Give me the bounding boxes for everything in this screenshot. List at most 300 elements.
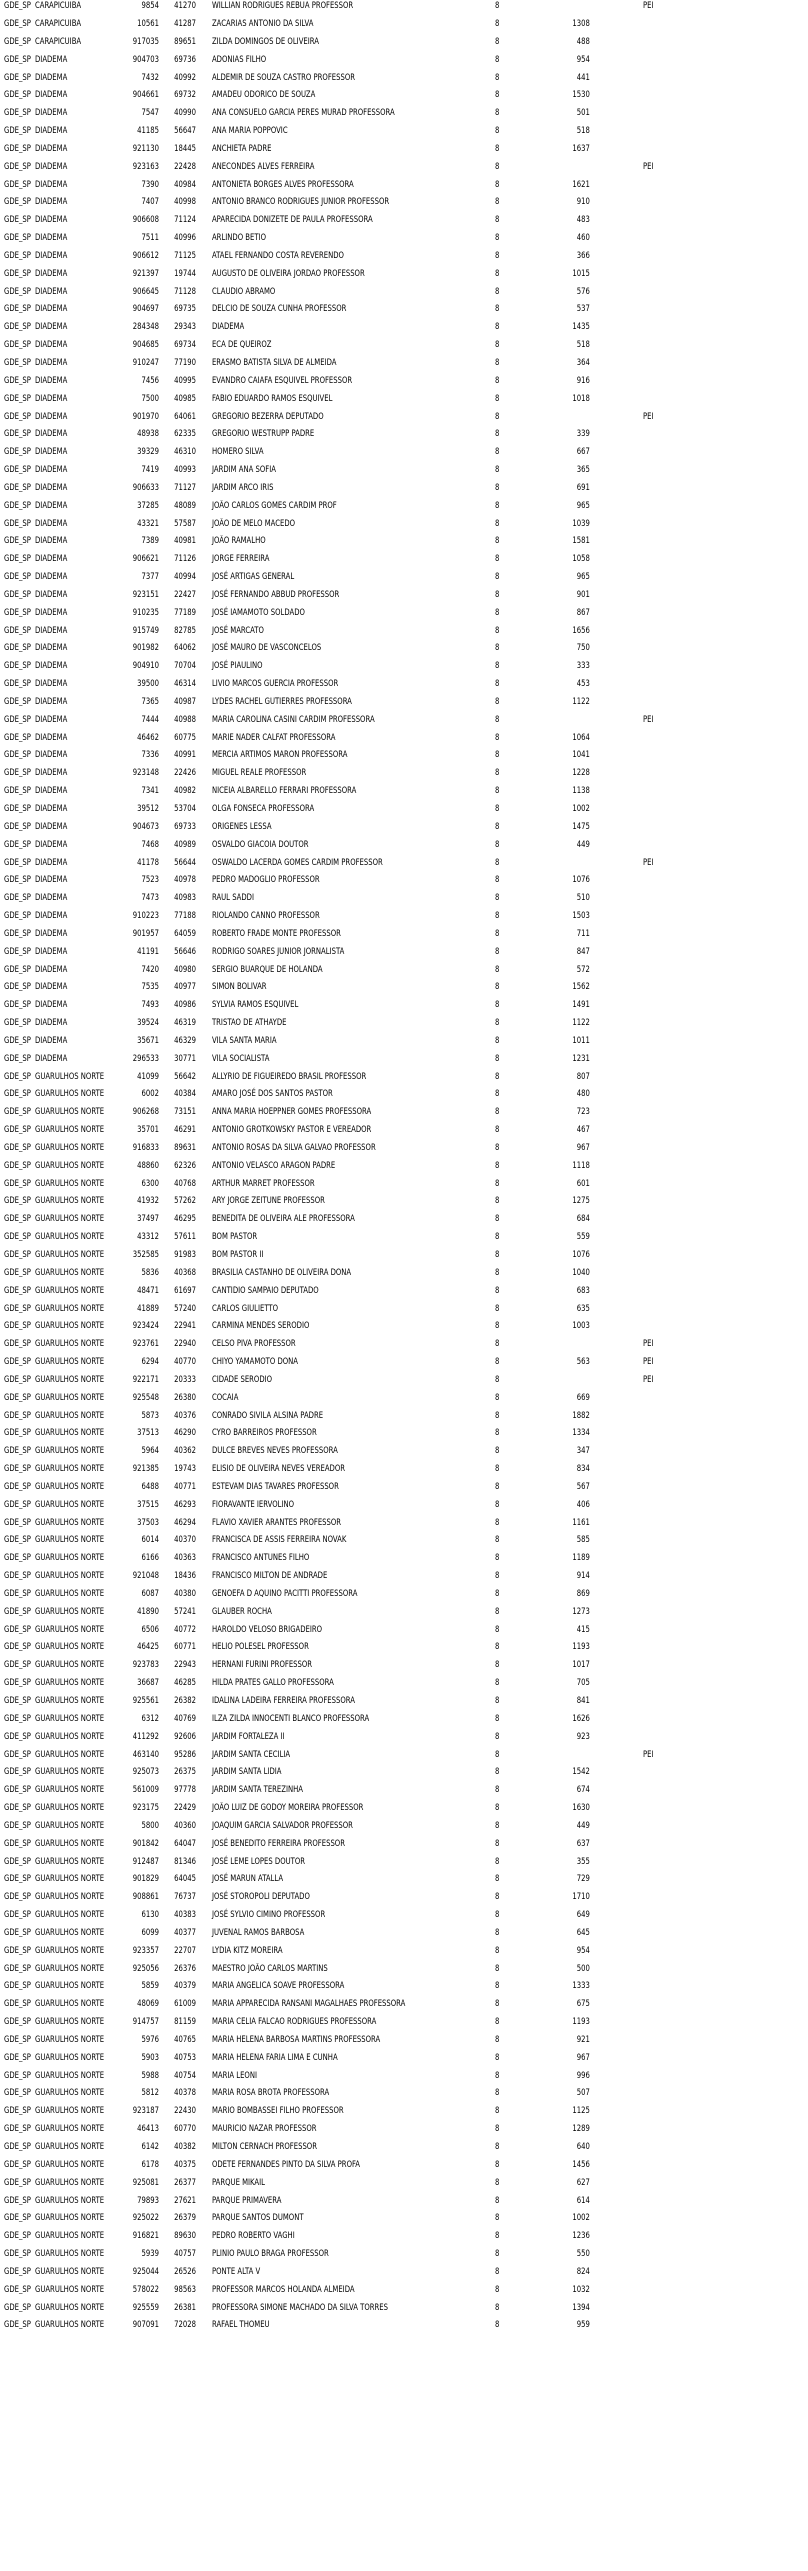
table-row (0, 910, 663, 921)
grade-cell: 8 (495, 1641, 500, 1652)
count-cell: 1018 (572, 392, 590, 403)
count-cell: 1011 (572, 1034, 590, 1045)
school-name-cell: RIOLANDO CANNO PROFESSOR (211, 910, 320, 921)
cie-code-cell: 62335 (174, 428, 197, 439)
grade-cell: 8 (495, 71, 500, 82)
school-code-cell: 921385 (132, 1463, 159, 1474)
cie-code-cell: 40757 (174, 2248, 197, 2259)
school-code-cell: 906633 (132, 481, 159, 492)
school-name-cell: MARIO BOMBASSEI FILHO PROFESSOR (211, 2105, 344, 2116)
cie-code-cell: 40996 (174, 232, 197, 243)
count-cell: 518 (576, 339, 590, 350)
school-name-cell: ARLINDO BETIO (211, 232, 266, 243)
region-cell: GDE_SP (4, 838, 31, 849)
school-code-cell: 296533 (132, 1052, 159, 1063)
count-cell: 460 (576, 232, 590, 243)
school-name-cell: ROBERTO FRADE MONTE PROFESSOR (211, 927, 341, 938)
region-cell: GDE_SP (4, 1213, 31, 1224)
school-code-cell: 925548 (132, 1391, 159, 1402)
school-name-cell: CIDADE SERODIO (211, 1373, 273, 1384)
count-cell: 563 (576, 1356, 590, 1367)
count-cell: 684 (576, 1213, 590, 1224)
program-cell: PEI (642, 1338, 654, 1349)
cie-code-cell: 26375 (174, 1766, 197, 1777)
cie-code-cell: 69734 (174, 339, 197, 350)
directorate-cell: DIADEMA (35, 303, 68, 314)
school-code-cell: 7420 (141, 963, 159, 974)
school-name-cell: HELIO POLESEL PROFESSOR (211, 1641, 309, 1652)
school-name-cell: ALLYRIO DE FIGUEIREDO BRASIL PROFESSOR (211, 1070, 367, 1081)
count-cell: 807 (576, 1070, 590, 1081)
count-cell: 1015 (572, 267, 590, 278)
school-name-cell: MARIE NADER CALFAT PROFESSORA (211, 731, 336, 742)
count-cell: 669 (576, 1391, 590, 1402)
table-row (0, 2159, 663, 2170)
cie-code-cell: 40768 (174, 1177, 197, 1188)
school-code-cell: 46425 (137, 1641, 159, 1652)
school-name-cell: MERCIA ARTIMOS MARON PROFESSORA (211, 749, 348, 760)
grade-cell: 8 (495, 1213, 500, 1224)
school-name-cell: ATAEL FERNANDO COSTA REVERENDO (211, 249, 344, 260)
table-row (0, 2052, 663, 2063)
region-cell: GDE_SP (4, 981, 31, 992)
table-row (0, 2141, 663, 2152)
cie-code-cell: 89630 (174, 2230, 197, 2241)
grade-cell: 8 (495, 2248, 500, 2259)
grade-cell: 8 (495, 2016, 500, 2027)
region-cell: GDE_SP (4, 553, 31, 564)
cie-code-cell: 69735 (174, 303, 197, 314)
directorate-cell: GUARULHOS NORTE (35, 1373, 105, 1384)
region-cell: GDE_SP (4, 446, 31, 457)
grade-cell: 8 (495, 517, 500, 528)
count-cell: 954 (576, 53, 590, 64)
table-row (0, 2177, 663, 2188)
grade-cell: 8 (495, 2158, 500, 2169)
region-cell: GDE_SP (4, 71, 31, 82)
school-code-cell: 7341 (141, 785, 159, 796)
school-name-cell: EVANDRO CAIAFA ESQUIVEL PROFESSOR (211, 374, 353, 385)
school-code-cell: 48069 (137, 1998, 159, 2009)
count-cell: 667 (576, 446, 590, 457)
school-name-cell: MARIA HELENA BARBOSA MARTINS PROFESSORA (211, 2033, 381, 2044)
school-name-cell: OSWALDO LACERDA GOMES CARDIM PROFESSOR (211, 856, 383, 867)
table-row (0, 660, 663, 671)
school-code-cell: 5836 (141, 1266, 159, 1277)
directorate-cell: GUARULHOS NORTE (35, 1480, 105, 1491)
table-row (0, 446, 663, 457)
school-name-cell: FRANCISCO ANTUNES FILHO (211, 1552, 310, 1563)
region-cell: GDE_SP (4, 1266, 31, 1277)
directorate-cell: GUARULHOS NORTE (35, 1766, 105, 1777)
region-cell: GDE_SP (4, 1320, 31, 1331)
cie-code-cell: 27621 (174, 2194, 197, 2205)
count-cell: 1076 (572, 1249, 590, 1259)
school-name-cell: HERNANI FURINI PROFESSOR (211, 1659, 313, 1670)
school-code-cell: 578022 (132, 2283, 159, 2294)
school-name-cell: OLGA FONSECA PROFESSORA (211, 803, 315, 813)
count-cell: 914 (576, 1570, 590, 1581)
grade-cell: 8 (495, 2141, 500, 2151)
school-code-cell: 10561 (137, 18, 159, 29)
school-code-cell: 284348 (132, 321, 159, 332)
school-code-cell: 901957 (132, 927, 159, 938)
cie-code-cell: 40378 (174, 2087, 197, 2098)
region-cell: GDE_SP (4, 660, 31, 671)
grade-cell: 8 (495, 1695, 500, 1705)
directorate-cell: DIADEMA (35, 820, 68, 831)
school-code-cell: 923761 (132, 1338, 159, 1349)
directorate-cell: DIADEMA (35, 624, 68, 635)
table-row (0, 946, 663, 957)
grade-cell: 8 (495, 856, 500, 867)
table-row (0, 2016, 663, 2027)
school-code-cell: 463140 (132, 1748, 159, 1759)
school-code-cell: 904661 (132, 89, 159, 100)
school-code-cell: 6002 (141, 1088, 159, 1099)
school-name-cell: JOSÉ FERNANDO ABBUD PROFESSOR (211, 588, 340, 599)
cie-code-cell: 40998 (174, 196, 197, 207)
school-code-cell: 6488 (141, 1480, 159, 1491)
directorate-cell: GUARULHOS NORTE (35, 2283, 105, 2294)
grade-cell: 8 (495, 125, 500, 136)
school-code-cell: 39524 (137, 1017, 159, 1028)
count-cell: 1125 (572, 2105, 590, 2116)
region-cell: GDE_SP (4, 892, 31, 903)
count-cell: 488 (576, 35, 590, 46)
school-code-cell: 41099 (137, 1070, 159, 1081)
directorate-cell: CARAPICUIBA (35, 35, 82, 46)
directorate-cell: DIADEMA (35, 392, 68, 403)
count-cell: 1002 (572, 2212, 590, 2223)
school-name-cell: PONTE ALTA V (211, 2265, 261, 2276)
directorate-cell: GUARULHOS NORTE (35, 2212, 105, 2223)
table-row (0, 2070, 663, 2081)
directorate-cell: GUARULHOS NORTE (35, 2141, 105, 2151)
cie-code-cell: 95286 (174, 1748, 197, 1759)
table-row (0, 464, 663, 475)
count-cell: 824 (576, 2265, 590, 2276)
school-code-cell: 37513 (137, 1427, 159, 1438)
table-row (0, 321, 663, 332)
count-cell: 1394 (572, 2301, 590, 2312)
region-cell: GDE_SP (4, 2141, 31, 2151)
count-cell: 1456 (572, 2158, 590, 2169)
school-name-cell: JOSÉ ARTIGAS GENERAL (211, 571, 295, 582)
directorate-cell: DIADEMA (35, 285, 68, 296)
school-name-cell: ILZA ZILDA INNOCENTI BLANCO PROFESSORA (211, 1712, 370, 1723)
count-cell: 675 (576, 1998, 590, 2009)
cie-code-cell: 69736 (174, 53, 197, 64)
region-cell: GDE_SP (4, 1480, 31, 1491)
region-cell: GDE_SP (4, 196, 31, 207)
grade-cell: 8 (495, 1677, 500, 1688)
school-name-cell: SYLVIA RAMOS ESQUIVEL (211, 999, 299, 1010)
count-cell: 649 (576, 1909, 590, 1920)
count-cell: 453 (576, 678, 590, 689)
school-code-cell: 6087 (141, 1587, 159, 1598)
grade-cell: 8 (495, 571, 500, 582)
school-code-cell: 5859 (141, 1980, 159, 1991)
region-cell: GDE_SP (4, 410, 31, 421)
directorate-cell: GUARULHOS NORTE (35, 2016, 105, 2027)
grade-cell: 8 (495, 1659, 500, 1670)
school-code-cell: 921048 (132, 1570, 159, 1581)
region-cell: GDE_SP (4, 2319, 31, 2330)
school-name-cell: HAROLDO VELOSO BRIGADEIRO (211, 1623, 323, 1634)
school-code-cell: 7389 (141, 535, 159, 546)
table-row (0, 2230, 663, 2241)
cie-code-cell: 40989 (174, 838, 197, 849)
school-code-cell: 916821 (132, 2230, 159, 2241)
region-cell: GDE_SP (4, 1159, 31, 1170)
grade-cell: 8 (495, 1837, 500, 1848)
region-cell: GDE_SP (4, 1409, 31, 1420)
region-cell: GDE_SP (4, 571, 31, 582)
school-code-cell: 901970 (132, 410, 159, 421)
school-name-cell: CARMINA MENDES SERODIO (211, 1320, 310, 1331)
directorate-cell: DIADEMA (35, 357, 68, 367)
school-code-cell: 37497 (137, 1213, 159, 1224)
school-code-cell: 923424 (132, 1320, 159, 1331)
school-name-cell: JOÃO CARLOS GOMES CARDIM PROF (211, 499, 337, 510)
region-cell: GDE_SP (4, 0, 31, 11)
grade-cell: 8 (495, 1980, 500, 1991)
cie-code-cell: 89651 (174, 35, 197, 46)
school-name-cell: IDALINA LADEIRA FERREIRA PROFESSORA (211, 1695, 355, 1705)
directorate-cell: GUARULHOS NORTE (35, 1570, 105, 1581)
school-code-cell: 39329 (137, 446, 159, 457)
school-code-cell: 41178 (137, 856, 159, 867)
count-cell: 1076 (572, 874, 590, 885)
directorate-cell: DIADEMA (35, 481, 68, 492)
grade-cell: 8 (495, 695, 500, 706)
school-code-cell: 923175 (132, 1802, 159, 1813)
school-code-cell: 904685 (132, 339, 159, 350)
school-name-cell: GREGORIO BEZERRA DEPUTADO (211, 410, 324, 421)
school-name-cell: NICEIA ALBARELLO FERRARI PROFESSORA (211, 785, 357, 796)
cie-code-cell: 40992 (174, 71, 197, 82)
cie-code-cell: 82785 (174, 624, 197, 635)
region-cell: GDE_SP (4, 303, 31, 314)
region-cell: GDE_SP (4, 142, 31, 153)
grade-cell: 8 (495, 838, 500, 849)
count-cell: 967 (576, 1141, 590, 1152)
table-row (0, 1267, 663, 1278)
table-row (0, 874, 663, 885)
cie-code-cell: 40993 (174, 464, 197, 475)
directorate-cell: GUARULHOS NORTE (35, 1302, 105, 1313)
grade-cell: 8 (495, 1998, 500, 2009)
table-row (0, 1392, 663, 1403)
table-row (0, 1624, 663, 1635)
table-row (0, 1231, 663, 1242)
grade-cell: 8 (495, 1106, 500, 1117)
cie-code-cell: 62326 (174, 1159, 197, 1170)
region-cell: GDE_SP (4, 1730, 31, 1741)
cie-code-cell: 46310 (174, 446, 197, 457)
grade-cell: 8 (495, 2301, 500, 2312)
grade-cell: 8 (495, 1195, 500, 1206)
directorate-cell: GUARULHOS NORTE (35, 2123, 105, 2134)
count-cell: 1161 (572, 1516, 590, 1527)
count-cell: 1435 (572, 321, 590, 332)
table-row (0, 0, 663, 11)
cie-code-cell: 40990 (174, 107, 197, 118)
cie-code-cell: 46285 (174, 1677, 197, 1688)
school-code-cell: 5800 (141, 1819, 159, 1830)
grade-cell: 8 (495, 357, 500, 367)
directorate-cell: DIADEMA (35, 89, 68, 100)
table-row (0, 375, 663, 386)
grade-cell: 8 (495, 1587, 500, 1598)
school-name-cell: JARDIM SANTA TEREZINHA (211, 1784, 304, 1795)
count-cell: 1581 (572, 535, 590, 546)
directorate-cell: DIADEMA (35, 1017, 68, 1028)
grade-cell: 8 (495, 1463, 500, 1474)
grade-cell: 8 (495, 1124, 500, 1135)
table-row (0, 1659, 663, 1670)
table-row (0, 1499, 663, 1510)
directorate-cell: DIADEMA (35, 785, 68, 796)
table-row (0, 482, 663, 493)
directorate-cell: GUARULHOS NORTE (35, 1587, 105, 1598)
directorate-cell: DIADEMA (35, 588, 68, 599)
cie-code-cell: 40772 (174, 1623, 197, 1634)
directorate-cell: DIADEMA (35, 749, 68, 760)
grade-cell: 8 (495, 481, 500, 492)
school-name-cell: JOSÉ LEME LOPES DOUTOR (211, 1855, 306, 1866)
count-cell: 1122 (572, 1017, 590, 1028)
grade-cell: 8 (495, 2033, 500, 2044)
cie-code-cell: 91983 (174, 1249, 197, 1259)
grade-cell: 8 (495, 1552, 500, 1563)
directorate-cell: GUARULHOS NORTE (35, 1231, 105, 1242)
table-row (0, 749, 663, 760)
cie-code-cell: 18445 (174, 142, 197, 153)
region-cell: GDE_SP (4, 1891, 31, 1902)
cie-code-cell: 69732 (174, 89, 197, 100)
count-cell: 614 (576, 2194, 590, 2205)
grade-cell: 8 (495, 499, 500, 510)
count-cell: 916 (576, 374, 590, 385)
table-row (0, 1071, 663, 1082)
school-name-cell: BENEDITA DE OLIVEIRA ALE PROFESSORA (211, 1213, 355, 1224)
school-name-cell: RAUL SADDI (211, 892, 254, 903)
cie-code-cell: 22940 (174, 1338, 197, 1349)
region-cell: GDE_SP (4, 249, 31, 260)
school-code-cell: 36687 (137, 1677, 159, 1688)
cie-code-cell: 77190 (174, 357, 197, 367)
table-row (0, 1374, 663, 1385)
school-code-cell: 41890 (137, 1605, 159, 1616)
region-cell: GDE_SP (4, 1463, 31, 1474)
school-code-cell: 915749 (132, 624, 159, 635)
count-cell: 333 (576, 660, 590, 671)
school-code-cell: 7444 (141, 713, 159, 724)
school-code-cell: 925073 (132, 1766, 159, 1777)
count-cell: 705 (576, 1677, 590, 1688)
directorate-cell: DIADEMA (35, 874, 68, 885)
region-cell: GDE_SP (4, 2033, 31, 2044)
cie-code-cell: 40986 (174, 999, 197, 1010)
count-cell: 834 (576, 1463, 590, 1474)
school-name-cell: ANCHIETA PADRE (211, 142, 272, 153)
count-cell: 1193 (572, 1641, 590, 1652)
region-cell: GDE_SP (4, 2176, 31, 2187)
count-cell: 965 (576, 499, 590, 510)
directorate-cell: DIADEMA (35, 499, 68, 510)
cie-code-cell: 56647 (174, 125, 197, 136)
region-cell: GDE_SP (4, 517, 31, 528)
grade-cell: 8 (495, 1909, 500, 1920)
directorate-cell: DIADEMA (35, 249, 68, 260)
region-cell: GDE_SP (4, 1802, 31, 1813)
cie-code-cell: 57611 (174, 1231, 197, 1242)
directorate-cell: DIADEMA (35, 535, 68, 546)
cie-code-cell: 46295 (174, 1213, 197, 1224)
table-row (0, 54, 663, 65)
table-row (0, 839, 663, 850)
grade-cell: 8 (495, 1766, 500, 1777)
region-cell: GDE_SP (4, 1677, 31, 1688)
table-row (0, 2195, 663, 2206)
directorate-cell: GUARULHOS NORTE (35, 1909, 105, 1920)
school-code-cell: 906608 (132, 214, 159, 225)
school-code-cell: 912487 (132, 1855, 159, 1866)
school-name-cell: ECA DE QUEIROZ (211, 339, 272, 350)
grade-cell: 8 (495, 428, 500, 439)
directorate-cell: DIADEMA (35, 428, 68, 439)
region-cell: GDE_SP (4, 2265, 31, 2276)
directorate-cell: GUARULHOS NORTE (35, 2301, 105, 2312)
school-name-cell: COCAIA (211, 1391, 239, 1402)
directorate-cell: GUARULHOS NORTE (35, 1391, 105, 1402)
table-row (0, 286, 663, 297)
grade-cell: 8 (495, 1034, 500, 1045)
cie-code-cell: 40987 (174, 695, 197, 706)
cie-code-cell: 40363 (174, 1552, 197, 1563)
cie-code-cell: 29343 (174, 321, 197, 332)
grade-cell: 8 (495, 553, 500, 564)
directorate-cell: DIADEMA (35, 142, 68, 153)
school-name-cell: JOSÉ SYLVIO CIMINO PROFESSOR (211, 1909, 326, 1920)
count-cell: 691 (576, 481, 590, 492)
program-cell: PEI (642, 410, 654, 421)
school-code-cell: 7473 (141, 892, 159, 903)
directorate-cell: GUARULHOS NORTE (35, 1605, 105, 1616)
table-row (0, 250, 663, 261)
table-row (0, 553, 663, 564)
table-row (0, 892, 663, 903)
grade-cell: 8 (495, 1141, 500, 1152)
cie-code-cell: 57241 (174, 1605, 197, 1616)
grade-cell: 8 (495, 1391, 500, 1402)
table-row (0, 785, 663, 796)
cie-code-cell: 40984 (174, 178, 197, 189)
school-code-cell: 7456 (141, 374, 159, 385)
grade-cell: 8 (495, 1070, 500, 1081)
region-cell: GDE_SP (4, 285, 31, 296)
region-cell: GDE_SP (4, 18, 31, 29)
grade-cell: 8 (495, 910, 500, 921)
school-name-cell: ERASMO BATISTA SILVA DE ALMEIDA (211, 357, 337, 367)
directorate-cell: DIADEMA (35, 838, 68, 849)
count-cell: 1275 (572, 1195, 590, 1206)
grade-cell: 8 (495, 1730, 500, 1741)
count-cell: 1041 (572, 749, 590, 760)
cie-code-cell: 22943 (174, 1659, 197, 1670)
